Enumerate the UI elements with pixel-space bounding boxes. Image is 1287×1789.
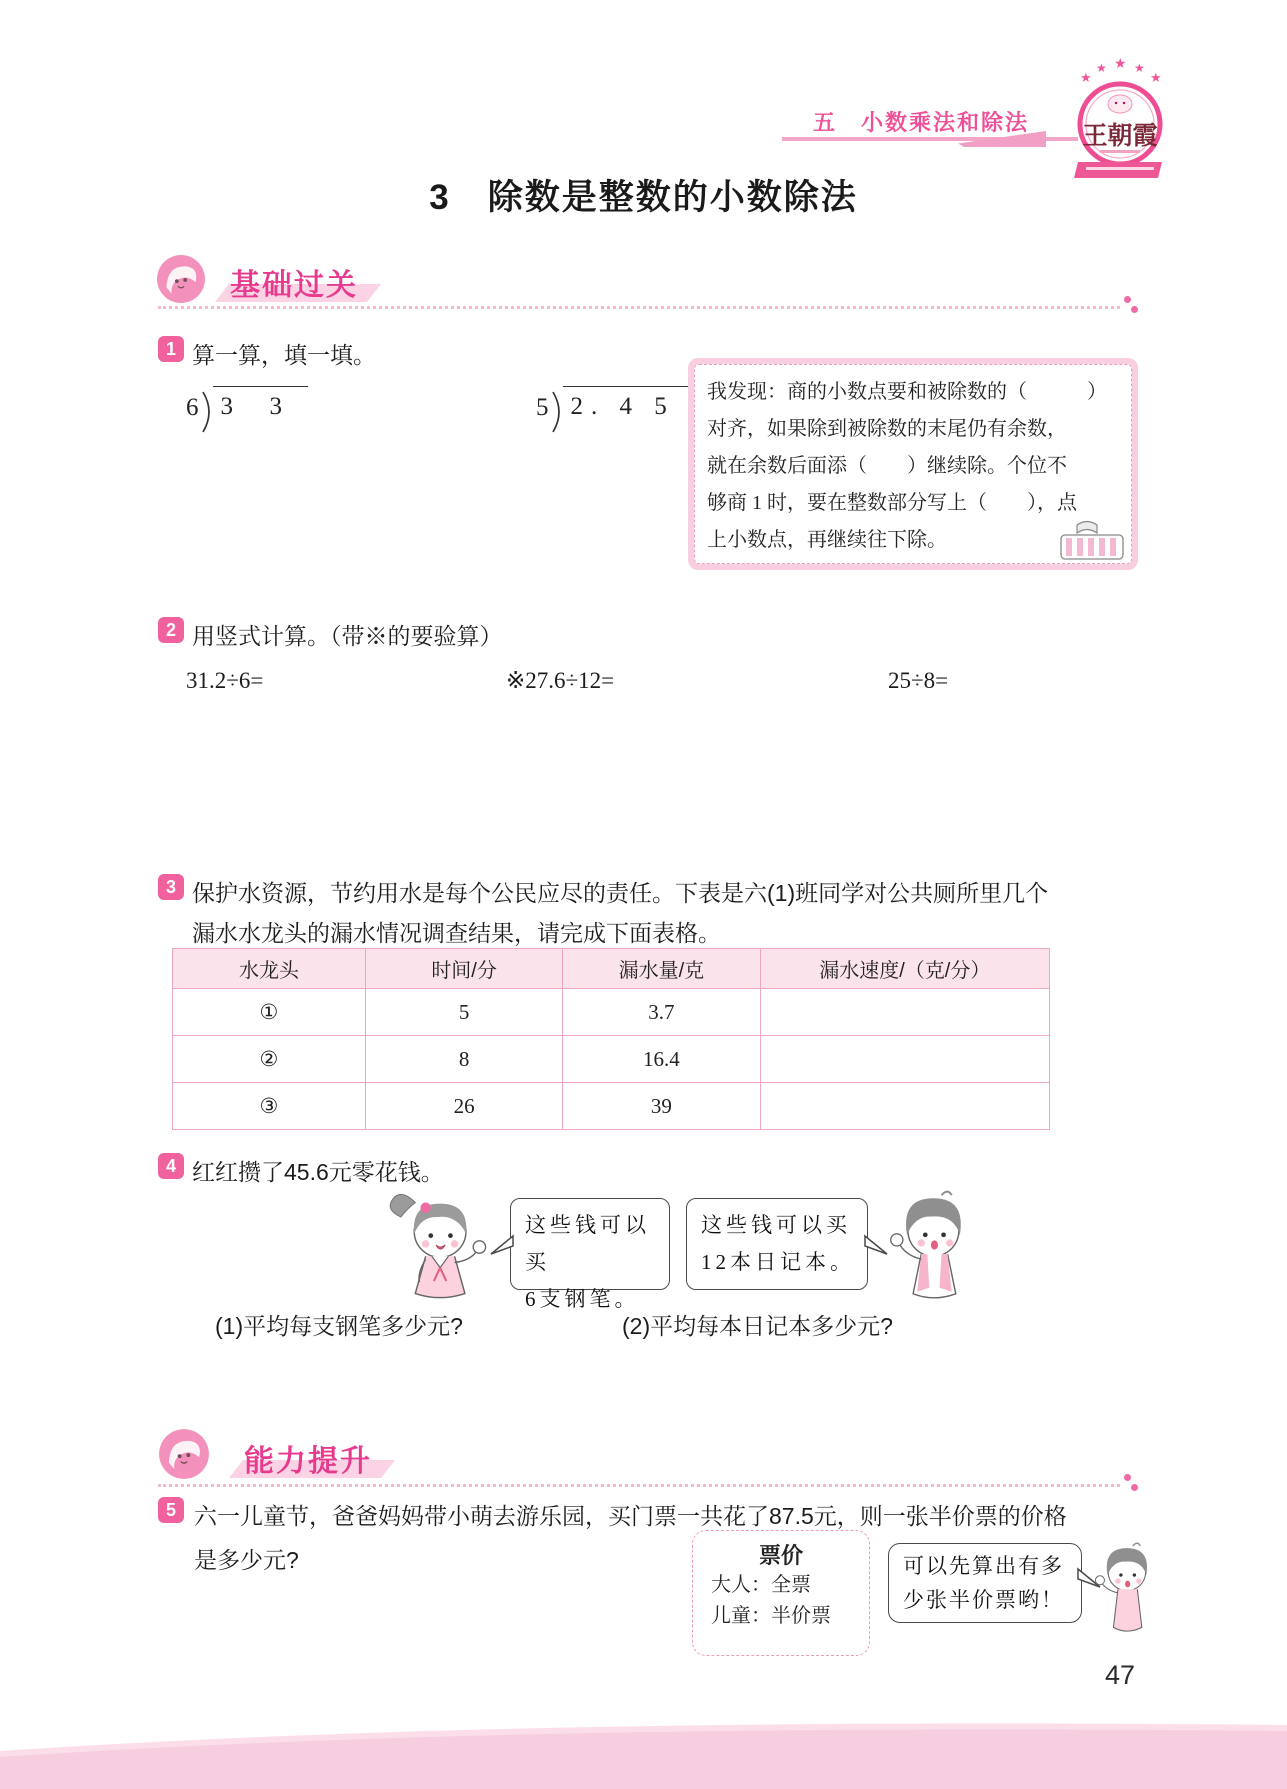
page-number: 47 [1105, 1660, 1136, 1690]
q5-hint-bubble [888, 1543, 1082, 1623]
bubble-text-line: 这些钱可以买 [701, 1213, 851, 1237]
q2-prompt [192, 618, 503, 651]
dotted-line-end-dot [1131, 306, 1138, 313]
boy-speech-bubble [686, 1198, 868, 1290]
table-row [173, 1083, 1050, 1130]
q4-subquestion-1: (1)平均每支钢笔多少元? [215, 1313, 463, 1339]
table-cell: 16.4 [563, 1036, 760, 1083]
table-row [173, 989, 1050, 1036]
table-cell: ① [173, 989, 366, 1036]
svg-text:★: ★ [1114, 58, 1127, 71]
table-cell: 5 [365, 989, 562, 1036]
table-cell-blank [760, 1083, 1049, 1130]
basic-section-title: 基础过关 [230, 269, 358, 302]
bubble-text-line: 12本日记本。 [701, 1250, 855, 1274]
q2-prompt-main: 用竖式计算。 [192, 623, 330, 649]
hint-bubble-line: 少张半价票哟！ [903, 1588, 1064, 1612]
division-divisor: 5 [536, 394, 549, 421]
question-number-badge: 1 [158, 336, 184, 362]
unit-header: 五 小数乘法和除法 [813, 110, 1030, 135]
q4-subquestion-2: (2)平均每本日记本多少元? [622, 1313, 893, 1339]
advanced-section-title: 能力提升 [244, 1445, 372, 1478]
long-division-problem-1 [186, 386, 308, 433]
dotted-line-end-dot [1124, 296, 1131, 303]
division-dividend: 3 3 [213, 386, 309, 423]
q5-text-line1: 六一儿童节，爸爸妈妈带小萌去游乐园，买门票一共花了87.5元，则一张半价票的价格 [194, 1503, 1067, 1529]
dotted-line-end-dot [1124, 1474, 1131, 1481]
q3-text-line1: 保护水资源，节约用水是每个公民应尽的责任。下表是六(1)班同学对公共厕所里几个 [192, 880, 1049, 906]
table-header-cell: 时间/分 [365, 949, 562, 989]
price-box-child: 儿童：半价票 [711, 1605, 831, 1627]
hint-text-line: 对齐，如果除到被除数的末尾仍有余数， [707, 418, 1067, 440]
dotted-line-end-dot [1131, 1484, 1138, 1491]
svg-text:★: ★ [1096, 61, 1107, 75]
division-dividend: 2. 4 5 [563, 386, 693, 423]
q2-expression-2: ※27.6÷12= [506, 668, 615, 693]
svg-text:★: ★ [1150, 70, 1162, 85]
brand-name-text: 王朝霞 [1082, 123, 1158, 150]
table-header-row [173, 949, 1050, 989]
bubble-text-line: 6支钢笔。 [525, 1287, 640, 1311]
hint-text-line: 我发现：商的小数点要和被除数的（ ） [707, 381, 1107, 403]
question-number-badge: 3 [158, 874, 184, 900]
girl-speech-bubble [510, 1198, 670, 1311]
advanced-section-mascot-icon [158, 1428, 210, 1480]
q2-expression-3: 25÷8= [888, 668, 949, 693]
table-cell-blank [760, 1036, 1049, 1083]
table-header-cell: 漏水速度/（克/分） [760, 949, 1049, 989]
table-cell-blank [760, 989, 1049, 1036]
question-number-badge: 5 [158, 1497, 184, 1523]
ticket-price-box [692, 1530, 870, 1656]
price-box-title: 票价 [758, 1543, 803, 1568]
boy-illustration [1088, 1530, 1174, 1650]
svg-text:★: ★ [1080, 70, 1092, 85]
q3-text-line2: 漏水水龙头的漏水情况调查结果，请完成下面表格。 [192, 920, 721, 946]
hint-bubble-line: 可以先算出有多 [903, 1554, 1064, 1578]
table-cell: 8 [365, 1036, 562, 1083]
table-cell: ③ [173, 1083, 366, 1130]
q1-prompt: 算一算，填一填。 [192, 342, 376, 368]
table-header-cell: 水龙头 [173, 949, 366, 989]
table-cell: 26 [365, 1083, 562, 1130]
division-divisor: 6 [186, 394, 199, 421]
q4-prompt: 红红攒了45.6元零花钱。 [192, 1159, 444, 1185]
svg-text:★: ★ [1134, 61, 1145, 75]
long-division-problem-2 [536, 386, 693, 433]
basic-section-mascot-icon [156, 254, 206, 304]
question-number-badge: 4 [158, 1153, 184, 1179]
question-number-badge: 2 [158, 617, 184, 643]
girl-illustration [378, 1186, 496, 1308]
q5-text-line2: 是多少元? [194, 1547, 299, 1573]
table-cell: 3.7 [563, 989, 760, 1036]
bottom-wave-decoration [0, 1717, 1287, 1789]
table-cell: 39 [563, 1083, 760, 1130]
hint-text-line: 就在余数后面添（ ）继续除。个位不 [707, 455, 1067, 477]
table-row [173, 1036, 1050, 1083]
leak-survey-table [172, 948, 1050, 1130]
q2-expression-1: 31.2÷6= [186, 668, 264, 693]
q2-prompt-note: （带※的要验算） [330, 624, 503, 649]
table-header-cell: 漏水量/克 [563, 949, 760, 989]
boy-illustration [880, 1184, 998, 1308]
table-cell: ② [173, 1036, 366, 1083]
hint-text-line: 上小数点，再继续往下除。 [707, 529, 947, 551]
advanced-section-divider [158, 1484, 1120, 1487]
discovery-hint-box [688, 358, 1138, 570]
page-title: 3 除数是整数的小数除法 [429, 178, 858, 217]
bubble-tail-icon [488, 1233, 514, 1257]
basic-section-divider [158, 306, 1120, 309]
bench-illustration [1055, 515, 1129, 565]
hint-text-line: 够商 1 时，要在整数部分写上（ ），点 [707, 492, 1077, 514]
bubble-text-line: 这些钱可以买 [525, 1213, 650, 1274]
price-box-adult: 大人：全票 [711, 1574, 811, 1596]
